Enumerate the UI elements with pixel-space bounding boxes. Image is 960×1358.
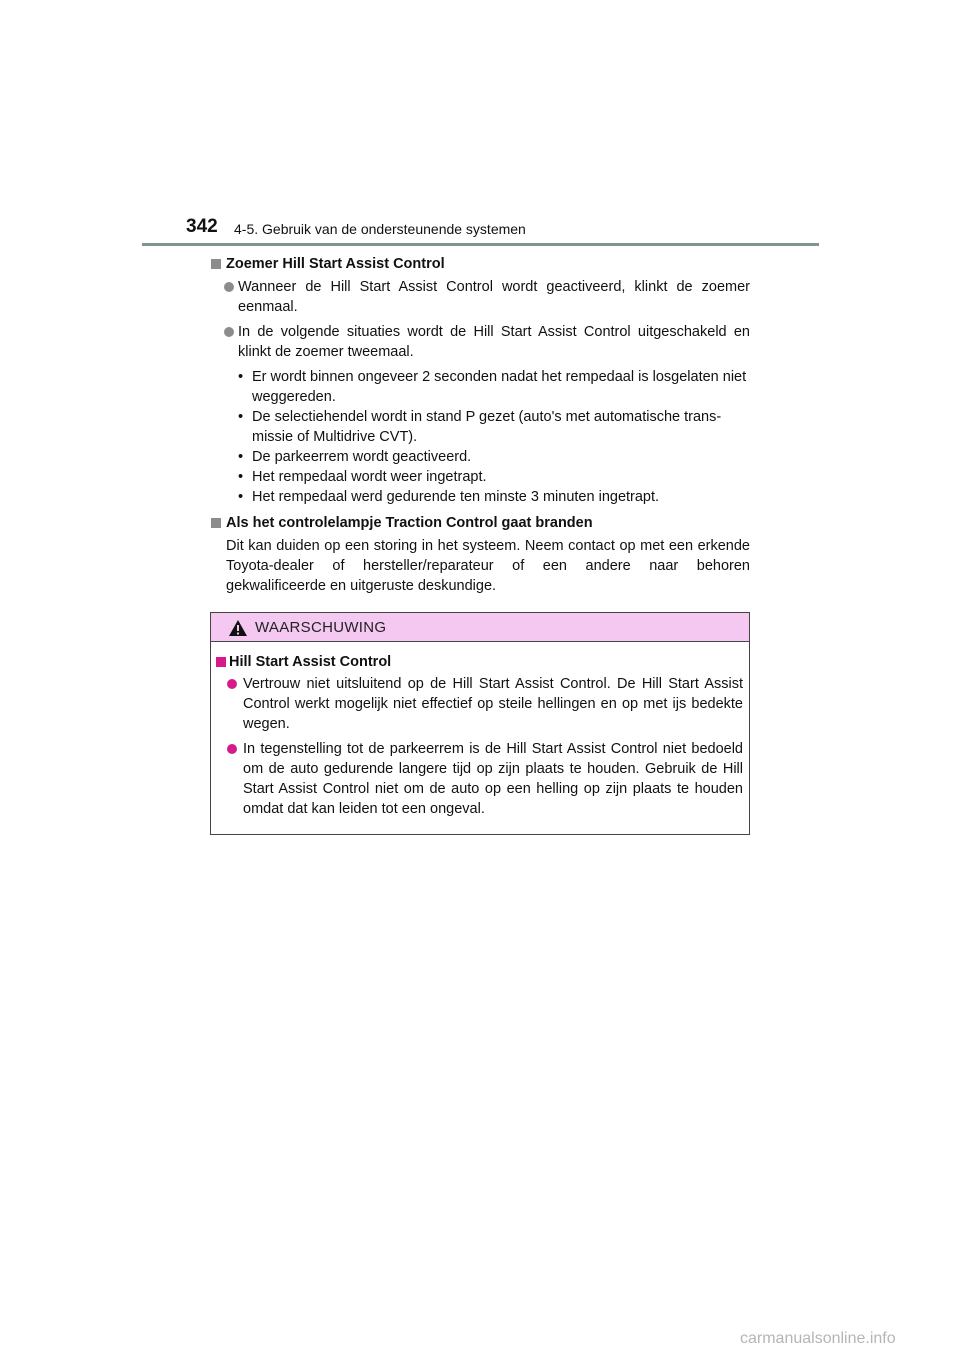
sub-list-item-text: De selectiehendel wordt in stand P gezet (auto's met automatische trans-missie of Multidrive CVT). [252,409,722,445]
list-item [210,277,750,317]
sub-list-item [210,467,750,487]
warning-header [211,613,749,642]
sub-list-item-text: Het rempedaal werd gedurende ten minste 3 minuten ingetrapt. [252,489,660,505]
warning-body [211,652,749,824]
dot-bullet-icon: • [238,489,244,505]
sub-list-item [210,367,750,407]
page-header [186,216,826,246]
main-content [210,254,750,596]
sub-list-item-text: Het rempedaal wordt weer ingetrapt. [252,469,487,485]
warning-list-item-text: In tegenstelling tot de parkeerrem is de Hill Start Assist Control niet bedoeld om de auto gedurende langere tijd op zijn plaats te houden. Gebruik de Hill Start Assist Control niet om de auto op een helling op zijn plaats te houden omdat dat kan leiden tot een ongeval. [243,741,743,817]
sub-list-item-text: De parkeerrem wordt geactiveerd. [252,449,472,465]
warning-triangle-icon [228,619,248,637]
warning-list-item-text: Vertrouw niet uitsluitend op de Hill Start Assist Control. De Hill Start Assist Control werkt mogelijk niet effectief op steile hellingen en op met ijs bedekte wegen. [243,676,743,732]
warning-list-item [211,739,749,819]
section-heading-text: Zoemer Hill Start Assist Control [226,256,445,272]
dot-bullet-icon: • [238,369,244,385]
section-heading-traction [210,513,750,533]
circle-bullet-icon [227,679,237,689]
warning-list-item [211,674,749,734]
circle-bullet-icon [227,744,237,754]
warning-title: WAARSCHUWING [255,619,387,636]
watermark: carmanualsonline.info [740,1330,896,1347]
circle-bullet-icon [224,282,234,292]
sub-list-item [210,447,750,467]
page-number: 342 [186,216,218,237]
dot-bullet-icon: • [238,469,244,485]
header-rule [142,243,819,246]
sub-list-item-text: Er wordt binnen ongeveer 2 seconden nadat het rempedaal is losgelaten niet weggereden. [252,369,747,405]
section-heading-buzzer [210,254,750,274]
body-paragraph: Dit kan duiden op een storing in het systeem. Neem contact op met een erkende Toyota-dealer of hersteller/reparateur of een andere naar behoren gekwalificeerde en uitgeruste deskundige. [226,538,750,594]
dot-bullet-icon: • [238,409,244,425]
sub-list [210,367,750,507]
square-bullet-icon [211,518,221,528]
section-title: 4-5. Gebruik van de ondersteunende systemen [234,221,526,237]
sub-list-item [210,407,750,447]
warning-heading [211,652,749,672]
sub-list-item [210,487,750,507]
list-item-text: Wanneer de Hill Start Assist Control wordt geactiveerd, klinkt de zoemer eenmaal. [238,279,750,315]
dot-bullet-icon: • [238,449,244,465]
warning-box [210,612,750,835]
list-item-text: In de volgende situaties wordt de Hill Start Assist Control uitgeschakeld en klinkt de zoemer tweemaal. [238,324,750,360]
square-bullet-icon [211,259,221,269]
list-item [210,322,750,362]
warning-heading-text: Hill Start Assist Control [229,654,392,670]
square-bullet-icon [216,657,226,667]
circle-bullet-icon [224,327,234,337]
section-heading-text: Als het controlelampje Traction Control gaat branden [226,515,593,531]
